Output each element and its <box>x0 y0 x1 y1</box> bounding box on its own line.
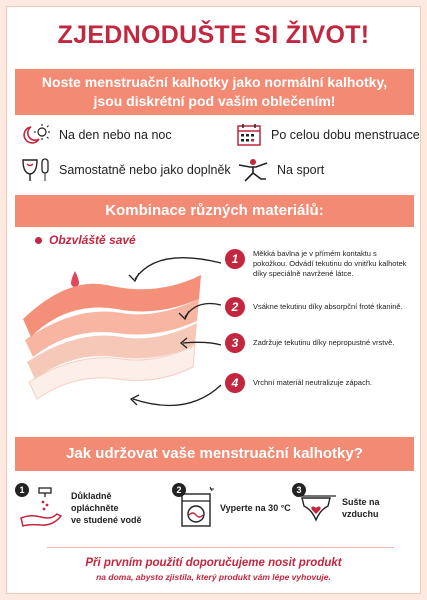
footer-note <box>7 557 420 582</box>
step-text: Měkká bavlna je v přímém kontaktu s pokožkou. Odvádí tekutinu do vnitřku kalhotek díky speciálně navržené látce. <box>253 249 407 278</box>
care-step-2 <box>172 483 292 533</box>
step-number: 2 <box>225 297 245 317</box>
care-label-2: ve studené vodě <box>71 515 142 525</box>
step-number: 2 <box>172 483 186 497</box>
step-text: Vrchní materiál neutralizuje zápach. <box>253 378 372 387</box>
step-number: 1 <box>15 483 29 497</box>
care-step-3 <box>292 483 416 533</box>
step-text: Zadržuje tekutinu díky nepropustné vrstvě. <box>253 338 395 347</box>
care-label: Důkladně opláchněte <box>71 491 119 513</box>
feature-label: Samostatně nebo jako doplněk <box>59 163 231 177</box>
footer-line-2: na doma, abysto zjistila, který produkt vám lépe vyhovuje. <box>96 572 331 582</box>
page-title: ZJEDNODUŠTE SI ŽIVOT! <box>57 21 370 49</box>
step-number: 3 <box>225 333 245 353</box>
divider <box>47 547 394 548</box>
step-number: 1 <box>225 249 245 269</box>
care-label: Sušte na vzduchu <box>342 497 380 519</box>
intro-line-2: jsou diskrétní pod vaším oblečením! <box>93 93 336 109</box>
step-text: Vsákne tekutinu díky absorpční froté tkanině. <box>253 302 403 311</box>
subheading-text: Obzvláště savé <box>49 233 136 247</box>
care-step-1 <box>15 483 155 533</box>
feature-label: Na den nebo na noc <box>59 128 172 142</box>
infographic-sheet <box>6 6 421 594</box>
drop-icon <box>71 271 79 287</box>
layer-step-4 <box>225 373 413 393</box>
materials-heading: Kombinace různých materiálů: <box>15 195 414 227</box>
intro-line-1: Noste menstruační kalhotky jako normální kalhotky, <box>41 74 388 90</box>
care-heading: Jak udržovat vaše menstruační kalhotky? <box>15 437 414 471</box>
care-label: Vyperte na 30 °C <box>220 503 291 513</box>
layer-step-2 <box>225 297 413 317</box>
layer-step-1 <box>225 249 413 279</box>
feature-label: Na sport <box>277 163 325 177</box>
step-number: 4 <box>225 373 245 393</box>
feature-label: Po celou dobu menstruace <box>271 128 420 142</box>
layer-step-3 <box>225 333 413 353</box>
footer-line-1: Při prvním použití doporučujeme nosit produkt <box>85 557 342 569</box>
step-number: 3 <box>292 483 306 497</box>
